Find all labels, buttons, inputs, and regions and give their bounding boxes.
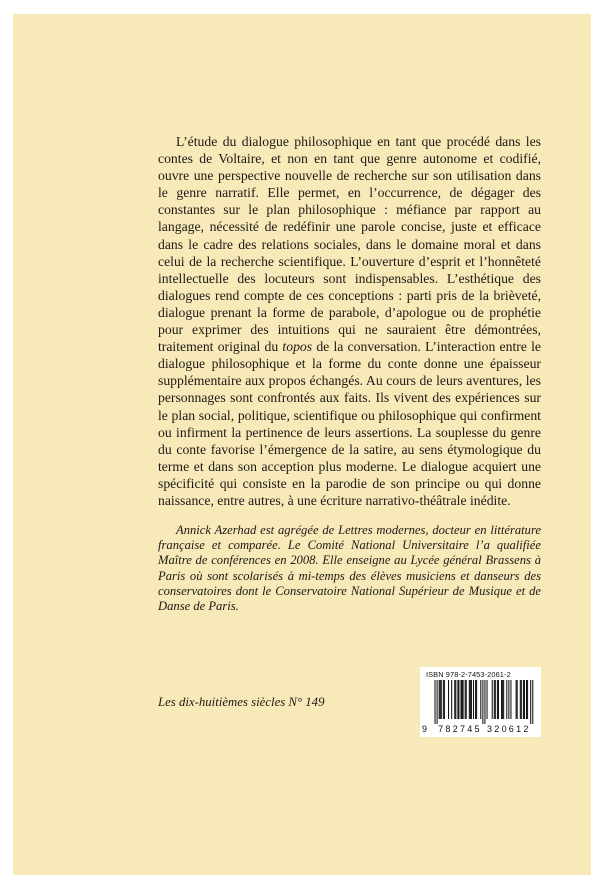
- summary-italic-term: topos: [282, 339, 313, 355]
- barcode-bar: [484, 680, 485, 724]
- barcode-digit: 0: [501, 724, 507, 734]
- barcode-digit: 2: [452, 724, 458, 734]
- barcode-bar: [516, 680, 517, 719]
- barcode-bar: [435, 680, 436, 724]
- barcode-bar: [523, 680, 524, 719]
- barcode-bar: [466, 680, 467, 719]
- isbn-label: ISBN 978-2-7453-2061-2: [426, 670, 511, 679]
- barcode-bar: [475, 680, 476, 719]
- barcode-bar: [443, 680, 444, 719]
- barcode-bar: [462, 680, 463, 719]
- barcode-bar: [454, 680, 455, 719]
- barcode-bar: [471, 680, 472, 719]
- barcode-bar: [457, 680, 458, 719]
- barcode-bar: [498, 680, 499, 719]
- barcode-digit: 9: [422, 724, 428, 734]
- barcode-bar: [487, 680, 488, 719]
- barcode-bar: [470, 680, 471, 719]
- barcode-digit: 7: [460, 724, 466, 734]
- barcode-bar: [517, 680, 518, 719]
- barcode-digit: 3: [487, 724, 493, 734]
- barcode-digit: 2: [494, 724, 500, 734]
- barcode-bar: [458, 680, 459, 719]
- summary-text-part-2: de la conversation. L’interaction entre le dialogue philosophique et la forme du conte donne une épaisseur supplémentaire aux propos échangés. Au cours de leurs aventures, les personnages sont confrontés aux faits. Ils vivent des expériences sur le plan social, politique, scientifique ou philosophique qui confirment ou infirment la pertinence de leurs assertions. La souplesse du genre du conte favorise l’émergence de la satire, au sens étymologique du terme et dans son acception plus moderne. Le dialogue acquiert une spécificité qui consiste en la parodie de son principe ou qui donne naissance, entre autres, à une écriture narrativo-théâtrale inédite.: [158, 339, 542, 508]
- barcode-bar: [469, 680, 470, 719]
- barcode-bar: [439, 680, 440, 719]
- barcode-bar: [502, 680, 503, 719]
- barcode-bar: [521, 680, 522, 719]
- barcode-bar: [461, 680, 462, 719]
- book-summary-paragraph: [158, 133, 541, 509]
- barcode-bar: [473, 680, 474, 719]
- barcode-bar: [494, 680, 495, 719]
- barcode-bar: [463, 680, 464, 719]
- barcode-digit: 4: [467, 724, 473, 734]
- barcode-bar: [530, 680, 531, 724]
- barcode-bar: [532, 680, 533, 724]
- barcode-bar: [503, 680, 504, 719]
- barcode-bar: [441, 680, 442, 719]
- barcode-digit: 5: [474, 724, 480, 734]
- barcode-bar: [510, 680, 511, 719]
- barcode-bar: [524, 680, 525, 719]
- barcode-bar: [476, 680, 477, 719]
- barcode-digit: 8: [445, 724, 451, 734]
- barcode-bar: [444, 680, 445, 719]
- barcode-digit: 7: [438, 724, 444, 734]
- barcode-bar: [501, 680, 502, 719]
- barcode-icon: [426, 680, 535, 724]
- barcode-bar: [506, 680, 507, 719]
- barcode-bar: [448, 680, 449, 719]
- barcode-area: [420, 667, 541, 737]
- barcode-bar: [497, 680, 498, 719]
- series-label: Les dix-huitièmes siècles N° 149: [158, 695, 325, 709]
- barcode-bar: [508, 680, 509, 719]
- barcode-digit: 1: [516, 724, 522, 734]
- barcode-bar: [495, 680, 496, 719]
- barcode-bar: [526, 680, 527, 719]
- barcode-digit: 6: [508, 724, 514, 734]
- barcode-bar: [520, 680, 521, 719]
- author-biography: Annick Azerhad est agrégée de Lettres modernes, docteur en littérature française et comparée. Le Comité National Universitaire l’a qualifiée Maître de conférences en 2008. Elle enseigne au Lycée général Brassens à Paris où sont scolarisés à mi-temps des élèves musiciens et danseurs des conservatoires dont le Conservatoire National Supérieur de Musique et de Danse de Paris.: [158, 523, 541, 614]
- barcode-bar: [527, 680, 528, 719]
- barcode-bar: [465, 680, 466, 719]
- barcode-bar: [492, 680, 493, 719]
- barcode-bar: [437, 680, 438, 724]
- barcode-digit: 2: [523, 724, 529, 734]
- barcode-bar: [482, 680, 483, 724]
- barcode-bar: [440, 680, 441, 719]
- barcode-bar: [451, 680, 452, 719]
- barcode-bar: [480, 680, 481, 719]
- barcode-bar: [455, 680, 456, 719]
- summary-text-part-1: L’étude du dialogue philosophique en tant que procédé dans les contes de Voltaire, et non en tant que genre autonome et codifié, ouvre une perspective nouvelle de recherche sur son utilisation dans le genre narratif. Elle permet, en l’occurrence, de dégager des constantes sur le plan philosophique : méfiance par rapport au langage, nécessité de redéfinir une parole concise, juste et efficace dans le cadre des relations sociales, dans le domaine moral et dans celui de la recherche scientifique. L’ouverture d’esprit et l’honnêteté intellectuelle des locuteurs sont indispensables. L’esthétique des dialogues rend compte de ces conceptions : parti pris de la brièveté, dialogue prenant la forme de parabole, d’apologue ou de prophétie pour exprimer des intuitions qui ne sauraient être démontrées, traitement original du: [158, 134, 541, 355]
